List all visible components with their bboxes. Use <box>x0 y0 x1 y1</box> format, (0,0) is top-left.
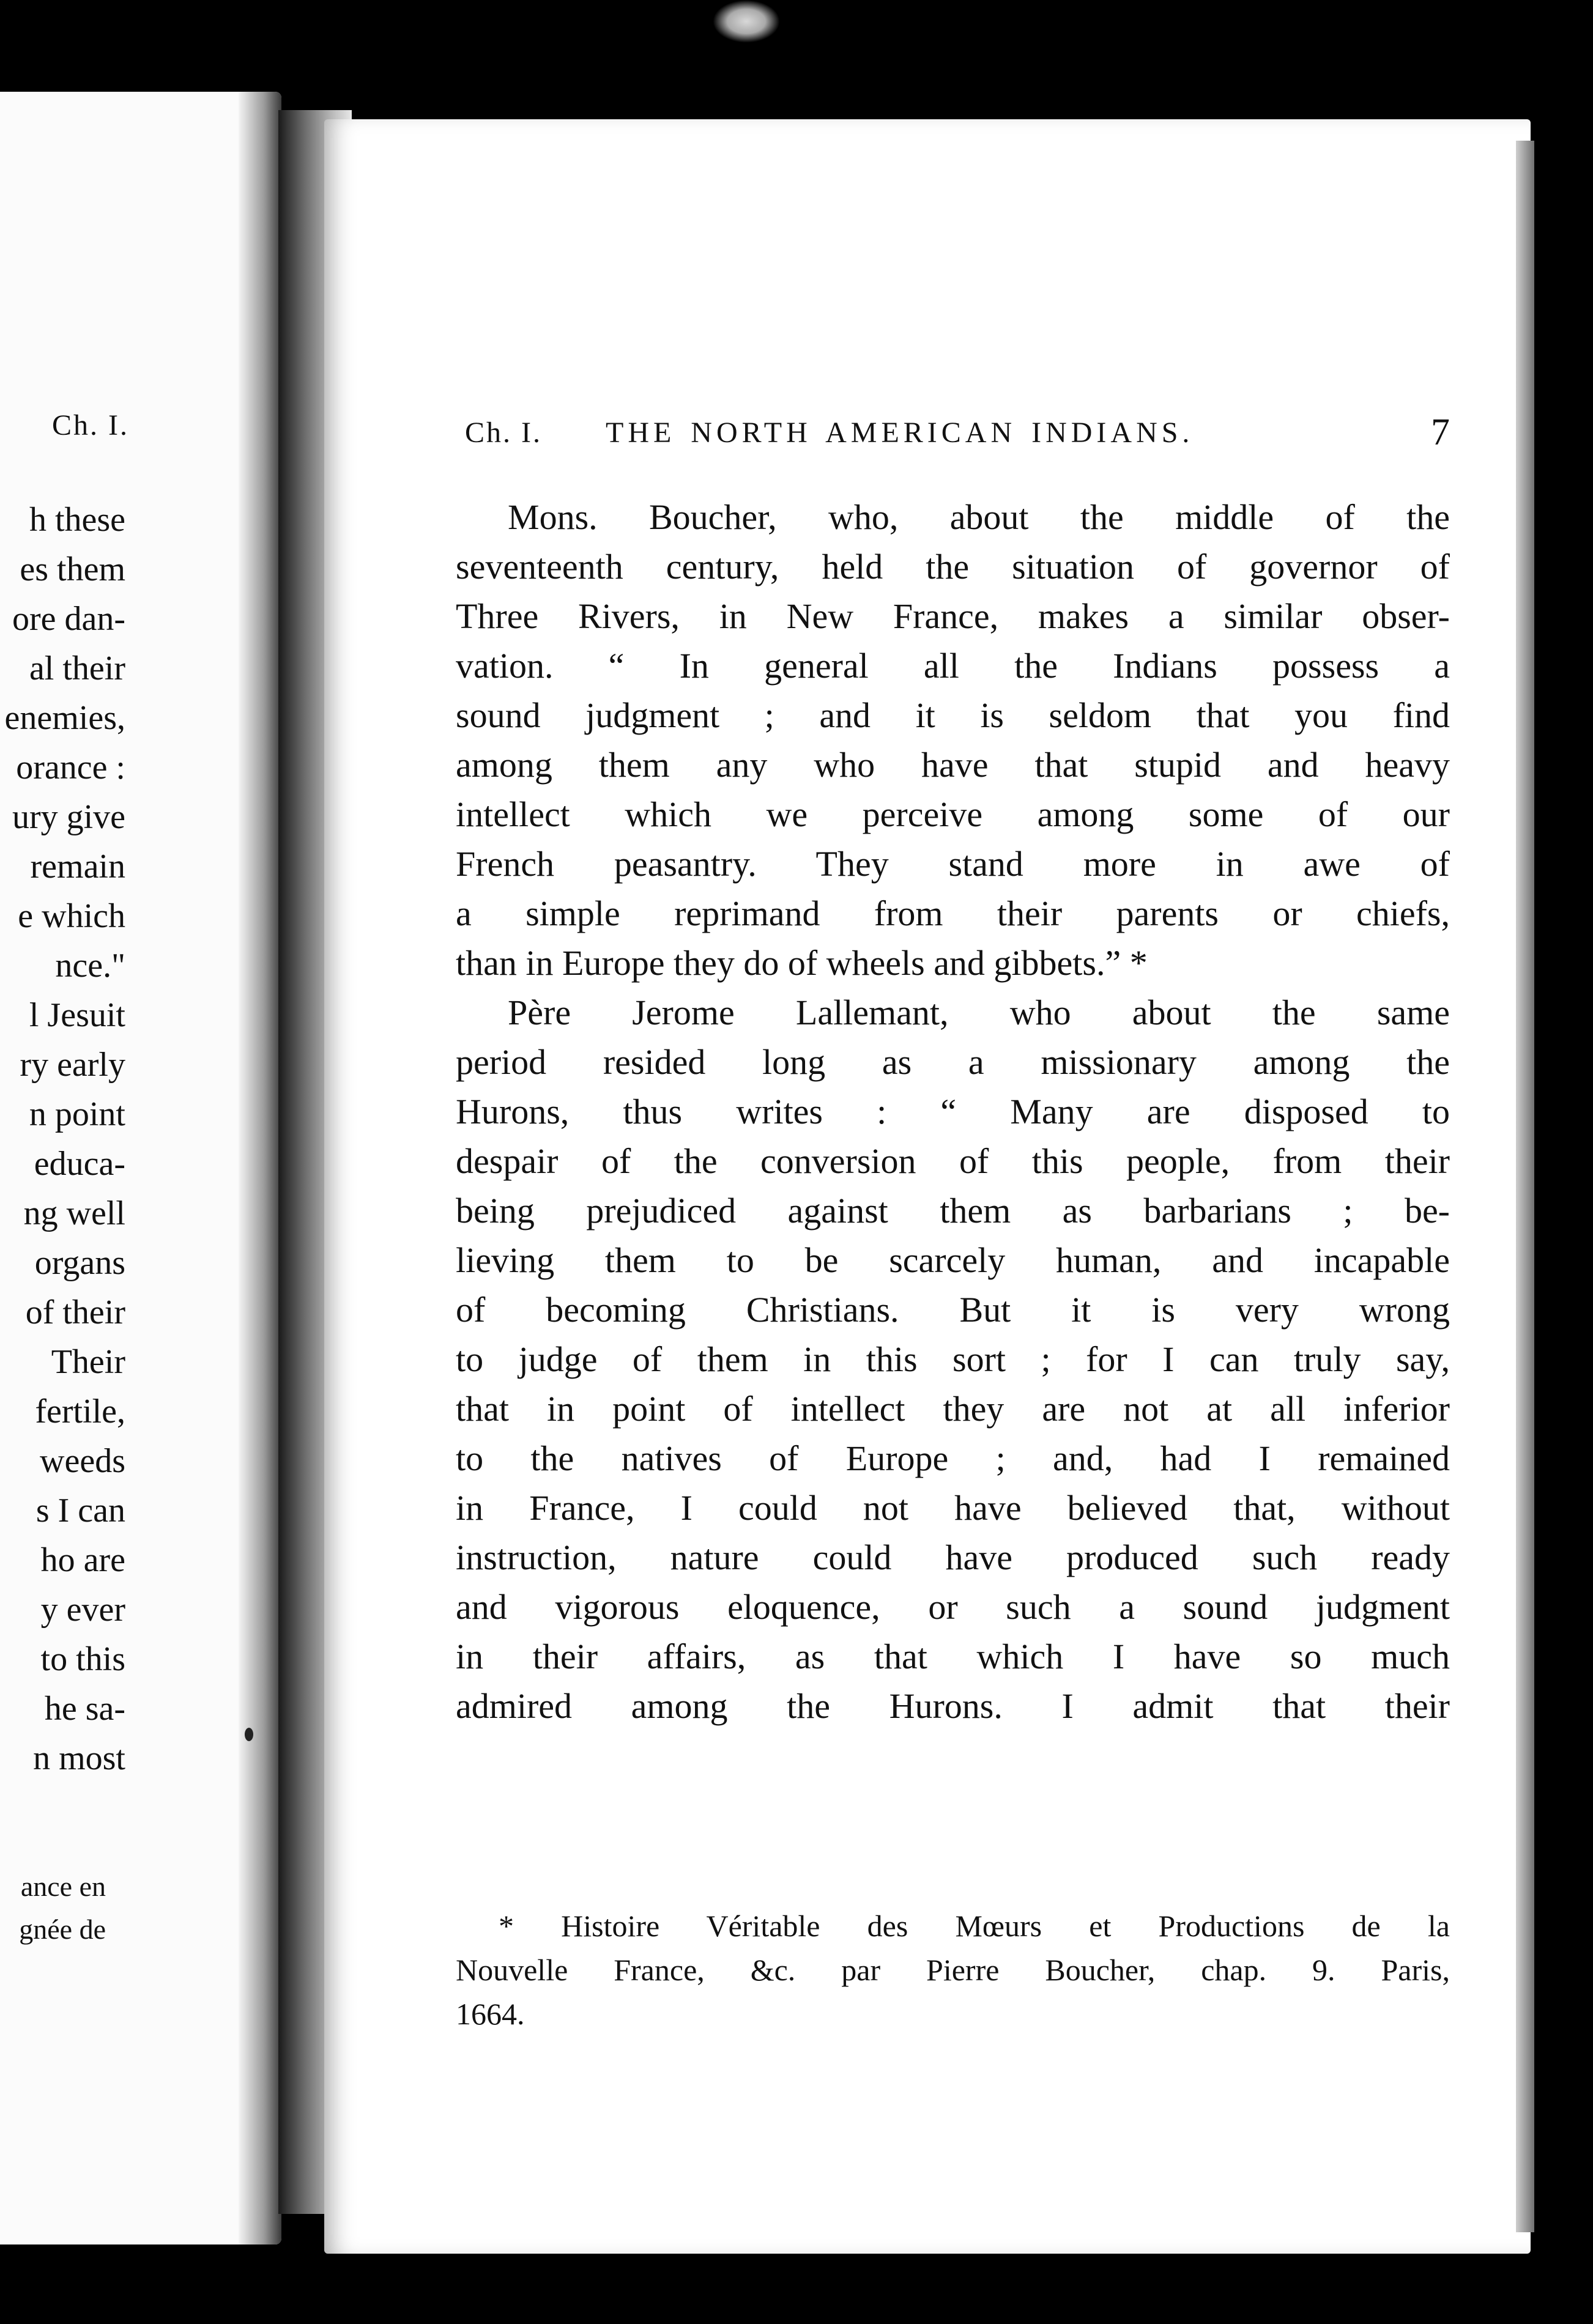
body-line: instruction, nature could have produced such ready <box>456 1538 1450 1577</box>
right-page <box>324 119 1531 2254</box>
body-line: vation. “ In general all the Indians possess a <box>456 646 1450 686</box>
left-page-line: to this <box>40 1640 125 1678</box>
page-blemish <box>245 1728 253 1741</box>
left-page-line: fertile, <box>35 1393 125 1430</box>
left-page-line: h these <box>29 501 125 539</box>
body-line: being prejudiced against them as barbarians ; be- <box>456 1191 1450 1230</box>
left-page-footnote-line: ance en <box>20 1871 106 1902</box>
left-page-line: nce." <box>55 947 125 985</box>
left-page-line: organs <box>34 1244 125 1282</box>
body-line: Mons. Boucher, who, about the middle of the <box>508 497 1450 537</box>
body-line: among them any who have that stupid and heavy <box>456 745 1450 785</box>
left-page-line: n point <box>29 1095 125 1133</box>
body-line: seventeenth century, held the situation of governor of <box>456 547 1450 587</box>
body-line: to the natives of Europe ; and, had I remained <box>456 1438 1450 1478</box>
body-line: that in point of intellect they are not at all inferior <box>456 1389 1450 1429</box>
body-line: sound judgment ; and it is seldom that you find <box>456 695 1450 735</box>
body-line: lieving them to be scarcely human, and incapable <box>456 1240 1450 1280</box>
body-line: in their affairs, as that which I have so much <box>456 1637 1450 1676</box>
body-line: admired among the Hurons. I admit that their <box>456 1686 1450 1726</box>
left-page-line: enemies, <box>4 699 125 737</box>
body-line: period resided long as a missionary among the <box>456 1042 1450 1082</box>
spine-smudge <box>713 0 780 43</box>
footnote-line: * Histoire Véritable des Mœurs et Productions de la <box>499 1909 1450 1943</box>
body-line: to judge of them in this sort ; for I can truly say, <box>456 1339 1450 1379</box>
body-text <box>456 492 1450 1731</box>
left-page-line: ho are <box>40 1541 125 1579</box>
left-page-line: orance : <box>16 749 125 786</box>
left-page-line: Their <box>51 1343 125 1381</box>
left-page-line: al their <box>29 649 125 687</box>
left-page-line: ng well <box>23 1194 125 1232</box>
running-head-chapter: Ch. I. <box>465 416 542 449</box>
left-page-line: ry early <box>20 1046 125 1084</box>
left-page-line: y ever <box>40 1591 125 1629</box>
left-page-line: educa- <box>34 1145 125 1183</box>
left-page-line: ury give <box>12 798 125 836</box>
body-line: a simple reprimand from their parents or chiefs, <box>456 894 1450 933</box>
page-number: 7 <box>1431 412 1450 453</box>
page-edge-shadow <box>1516 141 1534 2232</box>
left-page-line: remain <box>30 848 125 886</box>
body-line: than in Europe they do of wheels and gibbets.” * <box>456 943 1148 983</box>
left-page <box>0 92 281 2244</box>
left-page-line: l Jesuit <box>29 996 125 1034</box>
body-line: despair of the conversion of this people, from their <box>456 1141 1450 1181</box>
footnote <box>456 1904 1450 2036</box>
body-line: of becoming Christians. But it is very wrong <box>456 1290 1450 1330</box>
left-page-line: of their <box>25 1293 125 1331</box>
left-page-line: weeds <box>40 1442 125 1480</box>
running-head-title: THE NORTH AMERICAN INDIANS. <box>606 416 1194 449</box>
left-page-gutter-shadow <box>239 92 281 2244</box>
running-head <box>465 412 1450 471</box>
footnote-line: 1664. <box>456 1997 525 2031</box>
body-line: French peasantry. They stand more in awe of <box>456 844 1450 884</box>
left-page-line: ore dan- <box>12 600 125 638</box>
body-line: in France, I could not have believed that, without <box>456 1488 1450 1528</box>
left-page-line: n most <box>33 1739 125 1777</box>
body-line: and vigorous eloquence, or such a sound judgment <box>456 1587 1450 1627</box>
body-line: intellect which we perceive among some of our <box>456 794 1450 834</box>
left-page-line: e which <box>18 897 125 935</box>
left-running-head: Ch. I. <box>52 409 129 442</box>
body-line: Père Jerome Lallemant, who about the same <box>508 993 1450 1032</box>
body-line: Three Rivers, in New France, makes a similar obser- <box>456 596 1450 636</box>
left-page-line: s I can <box>35 1492 125 1530</box>
left-page-line: he sa- <box>44 1690 125 1728</box>
body-line: Hurons, thus writes : “ Many are disposed to <box>456 1092 1450 1131</box>
left-page-footnote-line: gnée de <box>19 1914 106 1945</box>
left-page-line: es them <box>20 550 125 588</box>
footnote-line: Nouvelle France, &c. par Pierre Boucher, chap. 9. Paris, <box>456 1953 1450 1987</box>
